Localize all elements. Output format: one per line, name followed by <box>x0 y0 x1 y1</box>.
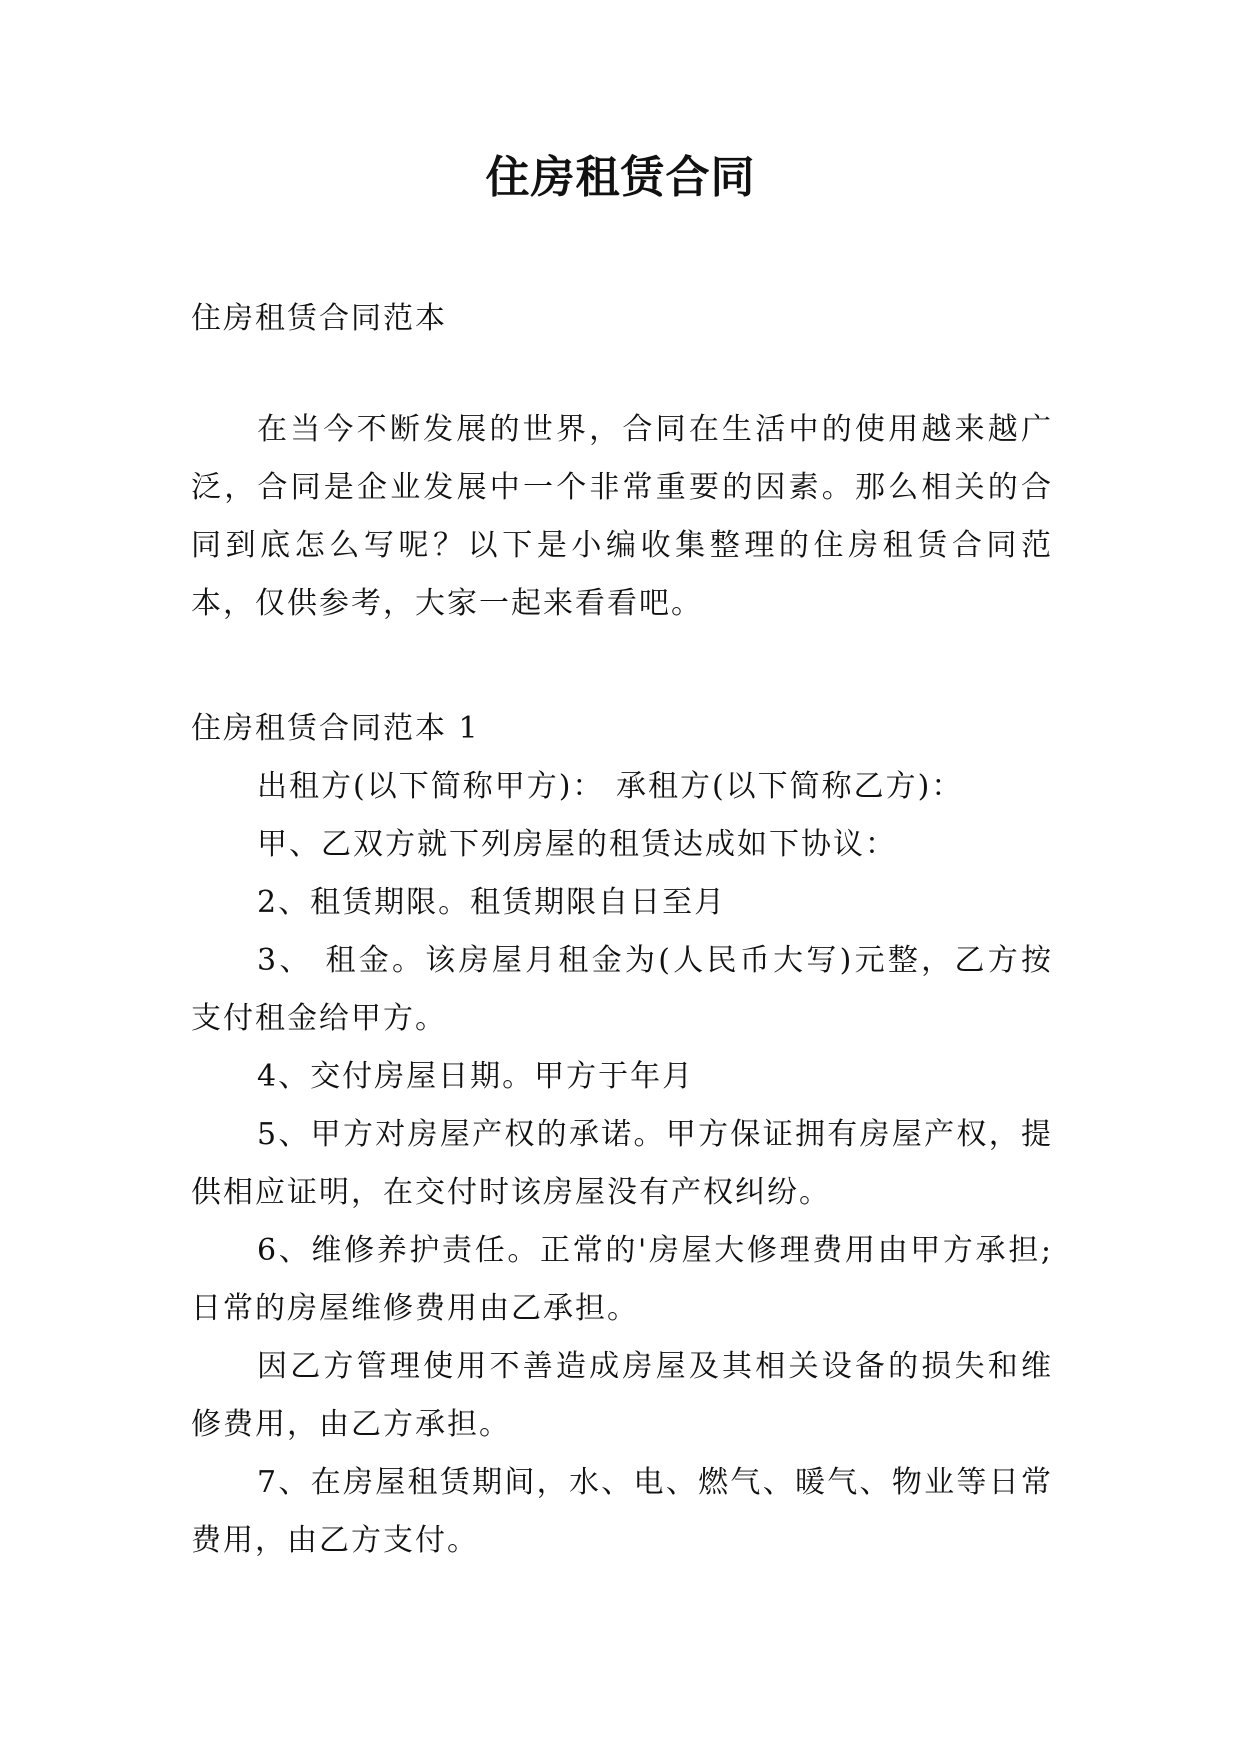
clause-utilities: 7、在房屋租赁期间，水、电、燃气、暖气、物业等日常费用，由乙方支付。 <box>191 1465 1053 1558</box>
contract-section <box>191 700 1053 1570</box>
intro-paragraph: 在当今不断发展的世界，合同在生活中的使用越来越广泛，合同是企业发展中一个非常重要的因素。那么相关的合同到底怎么写呢？以下是小编收集整理的住房租赁合同范本，仅供参考，大家一起来看看吧。 <box>191 412 1053 621</box>
clause-maintenance: 6、维修养护责任。正常的'房屋大修理费用由甲方承担;日常的房屋维修费用由乙承担。 <box>191 1233 1053 1326</box>
clause-agreement: 甲、乙双方就下列房屋的租赁达成如下协议： <box>257 827 897 862</box>
document-title: 住房租赁合同 <box>485 152 756 203</box>
clause-rent: 3、 租金。该房屋月租金为(人民币大写)元整，乙方按 支付租金给甲方。 <box>191 943 1053 1036</box>
document-subtitle: 住房租赁合同范本 <box>191 301 447 336</box>
clause-property-rights: 5、甲方对房屋产权的承诺。甲方保证拥有房屋产权，提供相应证明，在交付时该房屋没有产权纠纷。 <box>191 1117 1053 1210</box>
section-heading: 住房租赁合同范本 1 <box>191 711 480 746</box>
clause-parties: 出租方(以下简称甲方)： 承租方(以下简称乙方)： <box>257 769 964 804</box>
clause-lease-term: 2、租赁期限。租赁期限自日至月 <box>257 885 727 920</box>
clause-delivery-date: 4、交付房屋日期。甲方于年月 <box>257 1059 695 1094</box>
clause-damage-liability: 因乙方管理使用不善造成房屋及其相关设备的损失和维修费用，由乙方承担。 <box>191 1349 1053 1442</box>
